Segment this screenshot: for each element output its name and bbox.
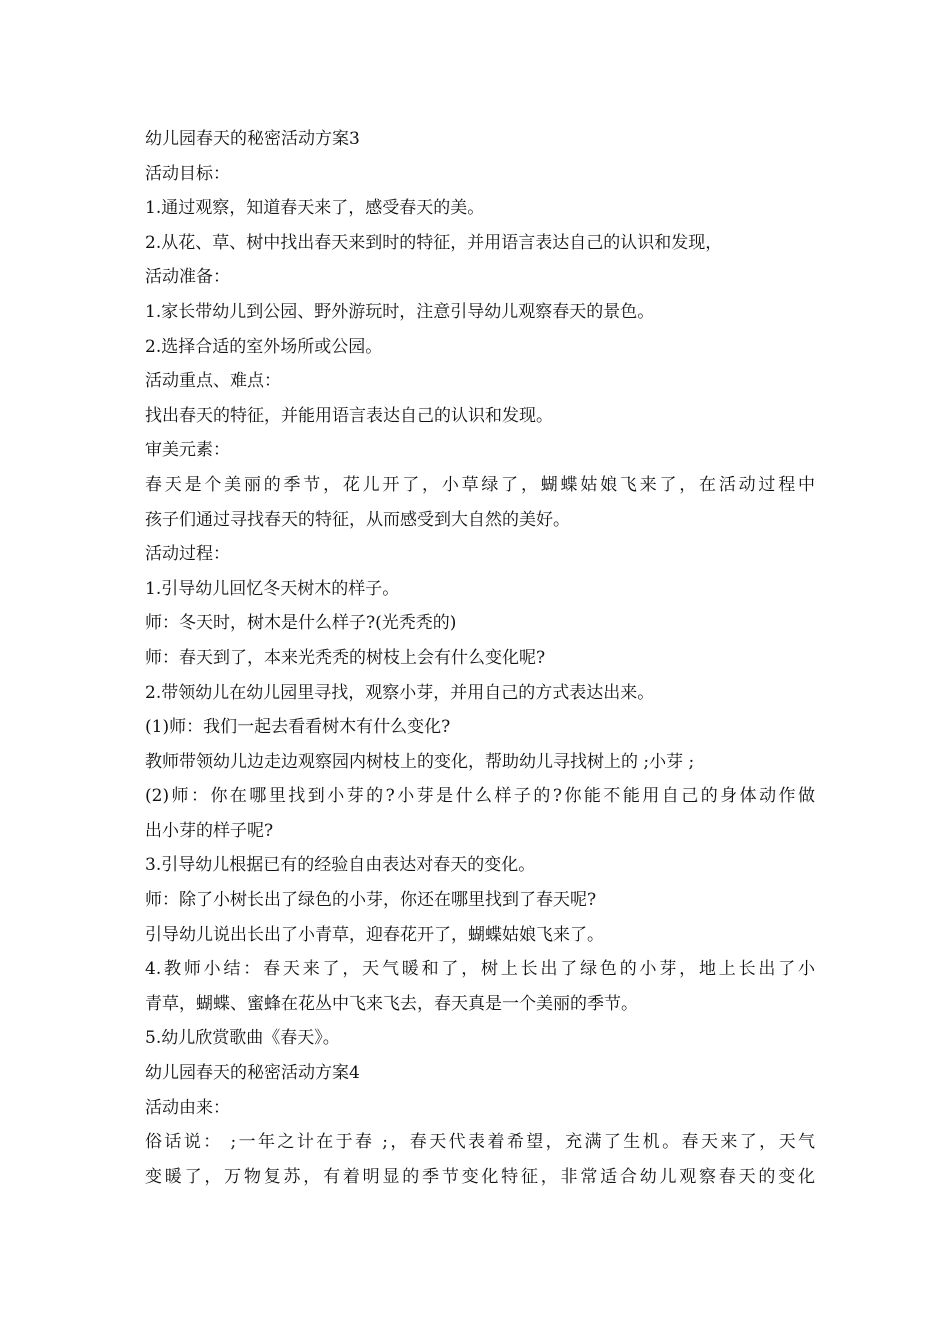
- text-line: 教师带领幼儿边走边观察园内树枝上的变化，帮助幼儿寻找树上的 ;小芽 ;: [145, 751, 695, 772]
- text-line: 2.选择合适的室外场所或公园。: [145, 336, 383, 357]
- subheading: 审美元素：: [145, 440, 230, 461]
- subheading: 活动重点、难点：: [145, 371, 281, 392]
- text-line: 春天是个美丽的季节，花儿开了，小草绿了，蝴蝶姑娘飞来了，在活动过程中: [145, 474, 815, 495]
- section-heading: 幼儿园春天的秘密活动方案3: [145, 129, 360, 149]
- subheading: 活动由来：: [145, 1097, 230, 1118]
- text-line: 师：除了小树长出了绿色的小芽，你还在哪里找到了春天呢?: [145, 890, 597, 911]
- document-page: [145, 122, 815, 1194]
- text-line: 师：冬天时，树木是什么样子?(光秃秃的): [145, 613, 457, 634]
- text-line: 1.引导幼儿回忆冬天树木的样子。: [145, 578, 400, 599]
- subheading: 活动准备：: [145, 267, 230, 288]
- text-line: 出小芽的样子呢?: [145, 820, 274, 841]
- subheading: 活动过程：: [145, 544, 230, 565]
- text-line: 2.从花、草、树中找出春天来到时的特征，并用语言表达自己的认识和发现，: [145, 232, 723, 253]
- text-line: 3.引导幼儿根据已有的经验自由表达对春天的变化。: [145, 855, 536, 876]
- text-line: 5.幼儿欣赏歌曲《春天》。: [145, 1028, 340, 1049]
- text-line: 2.带领幼儿在幼儿园里寻找，观察小芽，并用自己的方式表达出来。: [145, 682, 655, 703]
- section-heading: 幼儿园春天的秘密活动方案4: [145, 1063, 360, 1084]
- text-line: 俗话说： ;一年之计在于春 ;，春天代表着希望，充满了生机。春天来了，天气: [145, 1132, 815, 1153]
- text-line: 1.通过观察，知道春天来了，感受春天的美。: [145, 198, 485, 219]
- text-line: 4.教师小结：春天来了，天气暖和了，树上长出了绿色的小芽，地上长出了小: [145, 959, 815, 980]
- text-line: 孩子们通过寻找春天的特征，从而感受到大自然的美好。: [145, 509, 570, 530]
- subheading: 活动目标：: [145, 163, 230, 184]
- text-line: 师：春天到了，本来光秃秃的树枝上会有什么变化呢?: [145, 647, 546, 668]
- text-line: 引导幼儿说出长出了小青草，迎春花开了，蝴蝶姑娘飞来了。: [145, 924, 604, 945]
- text-line: 青草，蝴蝶、蜜蜂在花丛中飞来飞去，春天真是一个美丽的季节。: [145, 993, 638, 1014]
- text-line: 找出春天的特征，并能用语言表达自己的认识和发现。: [145, 405, 553, 426]
- text-line: (1)师：我们一起去看看树木有什么变化?: [145, 717, 451, 738]
- text-line: 1.家长带幼儿到公园、野外游玩时，注意引导幼儿观察春天的景色。: [145, 301, 655, 322]
- text-line: 变暖了，万物复苏，有着明显的季节变化特征，非常适合幼儿观察春天的变化: [145, 1166, 815, 1187]
- text-line: (2)师：你在哪里找到小芽的?小芽是什么样子的?你能不能用自己的身体动作做: [145, 786, 815, 807]
